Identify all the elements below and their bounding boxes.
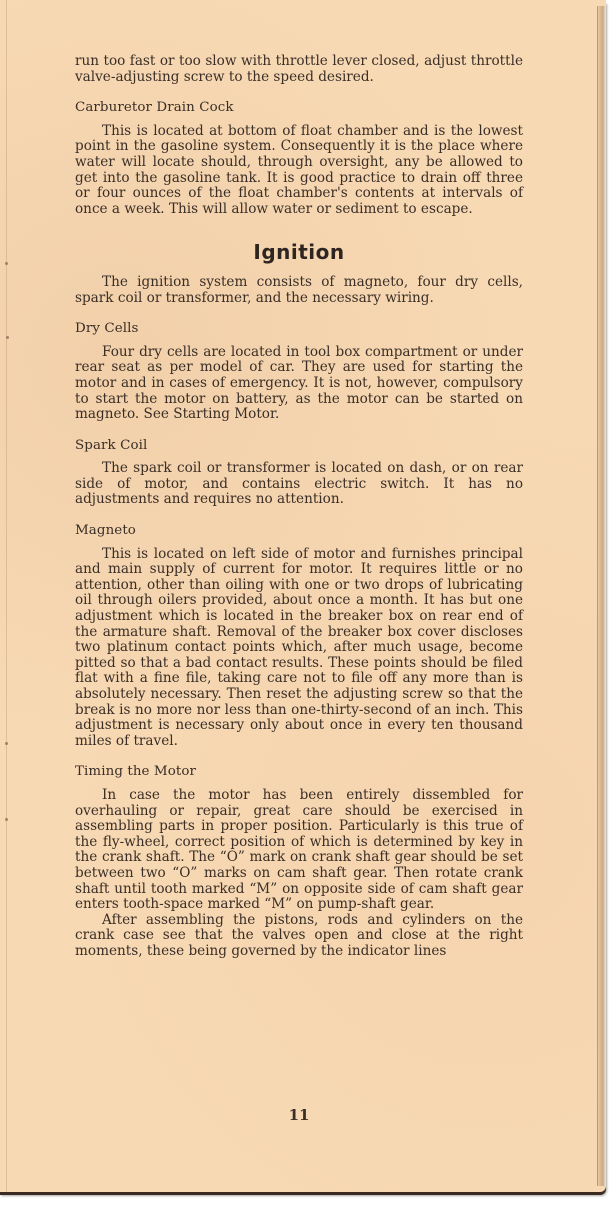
subhead-magneto: Magneto (75, 523, 136, 539)
paragraph-drain-cock: This is located at bottom of float chamber and is the lowest point in the gasoline system. Consequently it is the place where water will locate should, through oversight, any be allowed to get into the gasoline tank. It is good practice to drain off three or four ounces of the float chamber's contents at intervals of once a week. This will allow water or sediment to escape. (75, 122, 523, 217)
page-content (75, 54, 523, 960)
subhead-spark-coil: Spark Coil (75, 437, 148, 453)
subhead-carburetor-drain-cock: Carburetor Drain Cock (75, 100, 234, 116)
page-number: 11 (288, 1106, 310, 1124)
page-stack-edge (597, 6, 606, 1186)
paragraph-dry-cells: Four dry cells are located in tool box compartment or under rear seat as per model of car. They are used for starting the motor and in cases of emergency. It is not, however, compulsory to start the motor on battery, as the motor can be started on magneto. See Starting Motor. (75, 343, 523, 423)
paper-speck (5, 742, 8, 745)
paragraph-throttle-continued: run too fast or too slow with throttle lever closed, adjust throttle valve-adjusting screw to the speed desired. (75, 53, 523, 85)
paragraph-valves: After assembling the pistons, rods and cylinders on the crank case see that the valves open and close at the right moments, these being governed by the indicator lines (75, 911, 523, 959)
page-gutter-line (6, 0, 7, 1192)
paragraph-spark-coil: The spark coil or transformer is located on dash, or on rear side of motor, and contains electric switch. It has no adjustments and requires no attention. (75, 460, 523, 508)
section-title-ignition: Ignition (253, 240, 345, 265)
paper-speck (6, 336, 9, 339)
paper-speck (5, 818, 8, 821)
paragraph-magneto: This is located on left side of motor and furnishes principal and main supply of current for motor. It requires little or no attention, other than oiling with one or two drops of lubricating oil through oilers provided, about once a month. It has but one adjustment which is located in the breaker box on rear end of the armature shaft. Removal of the breaker box cover discloses two platinum contact points which, after much usage, become pitted so that a bad contact results. These points should be filed flat with a fine file, taking care not to file off any more than is absolutely necessary. Then reset the adjusting screw so that the break is no more nor less than one-thirty-second of an inch. This adjustment is necessary only about once in every ten thousand miles of travel. (75, 545, 523, 749)
paper-speck (5, 262, 8, 265)
subhead-timing-the-motor: Timing the Motor (75, 764, 197, 780)
paragraph-timing-motor: In case the motor has been entirely dissembled for overhauling or repair, great care should be exercised in assembling parts in proper position. Particularly is this true of the fly-wheel, correct position of which is determined by key in the crank shaft. The “O” mark on crank shaft gear should be set between two “O” marks on cam shaft gear. Then rotate crank shaft until tooth marked “M” on opposite side of cam shaft gear enters tooth-space marked “M” on pump-shaft gear. (75, 786, 523, 913)
subhead-dry-cells: Dry Cells (75, 321, 139, 337)
paragraph-ignition-intro: The ignition system consists of magneto, four dry cells, spark coil or transformer, and the necessary wiring. (75, 273, 523, 306)
